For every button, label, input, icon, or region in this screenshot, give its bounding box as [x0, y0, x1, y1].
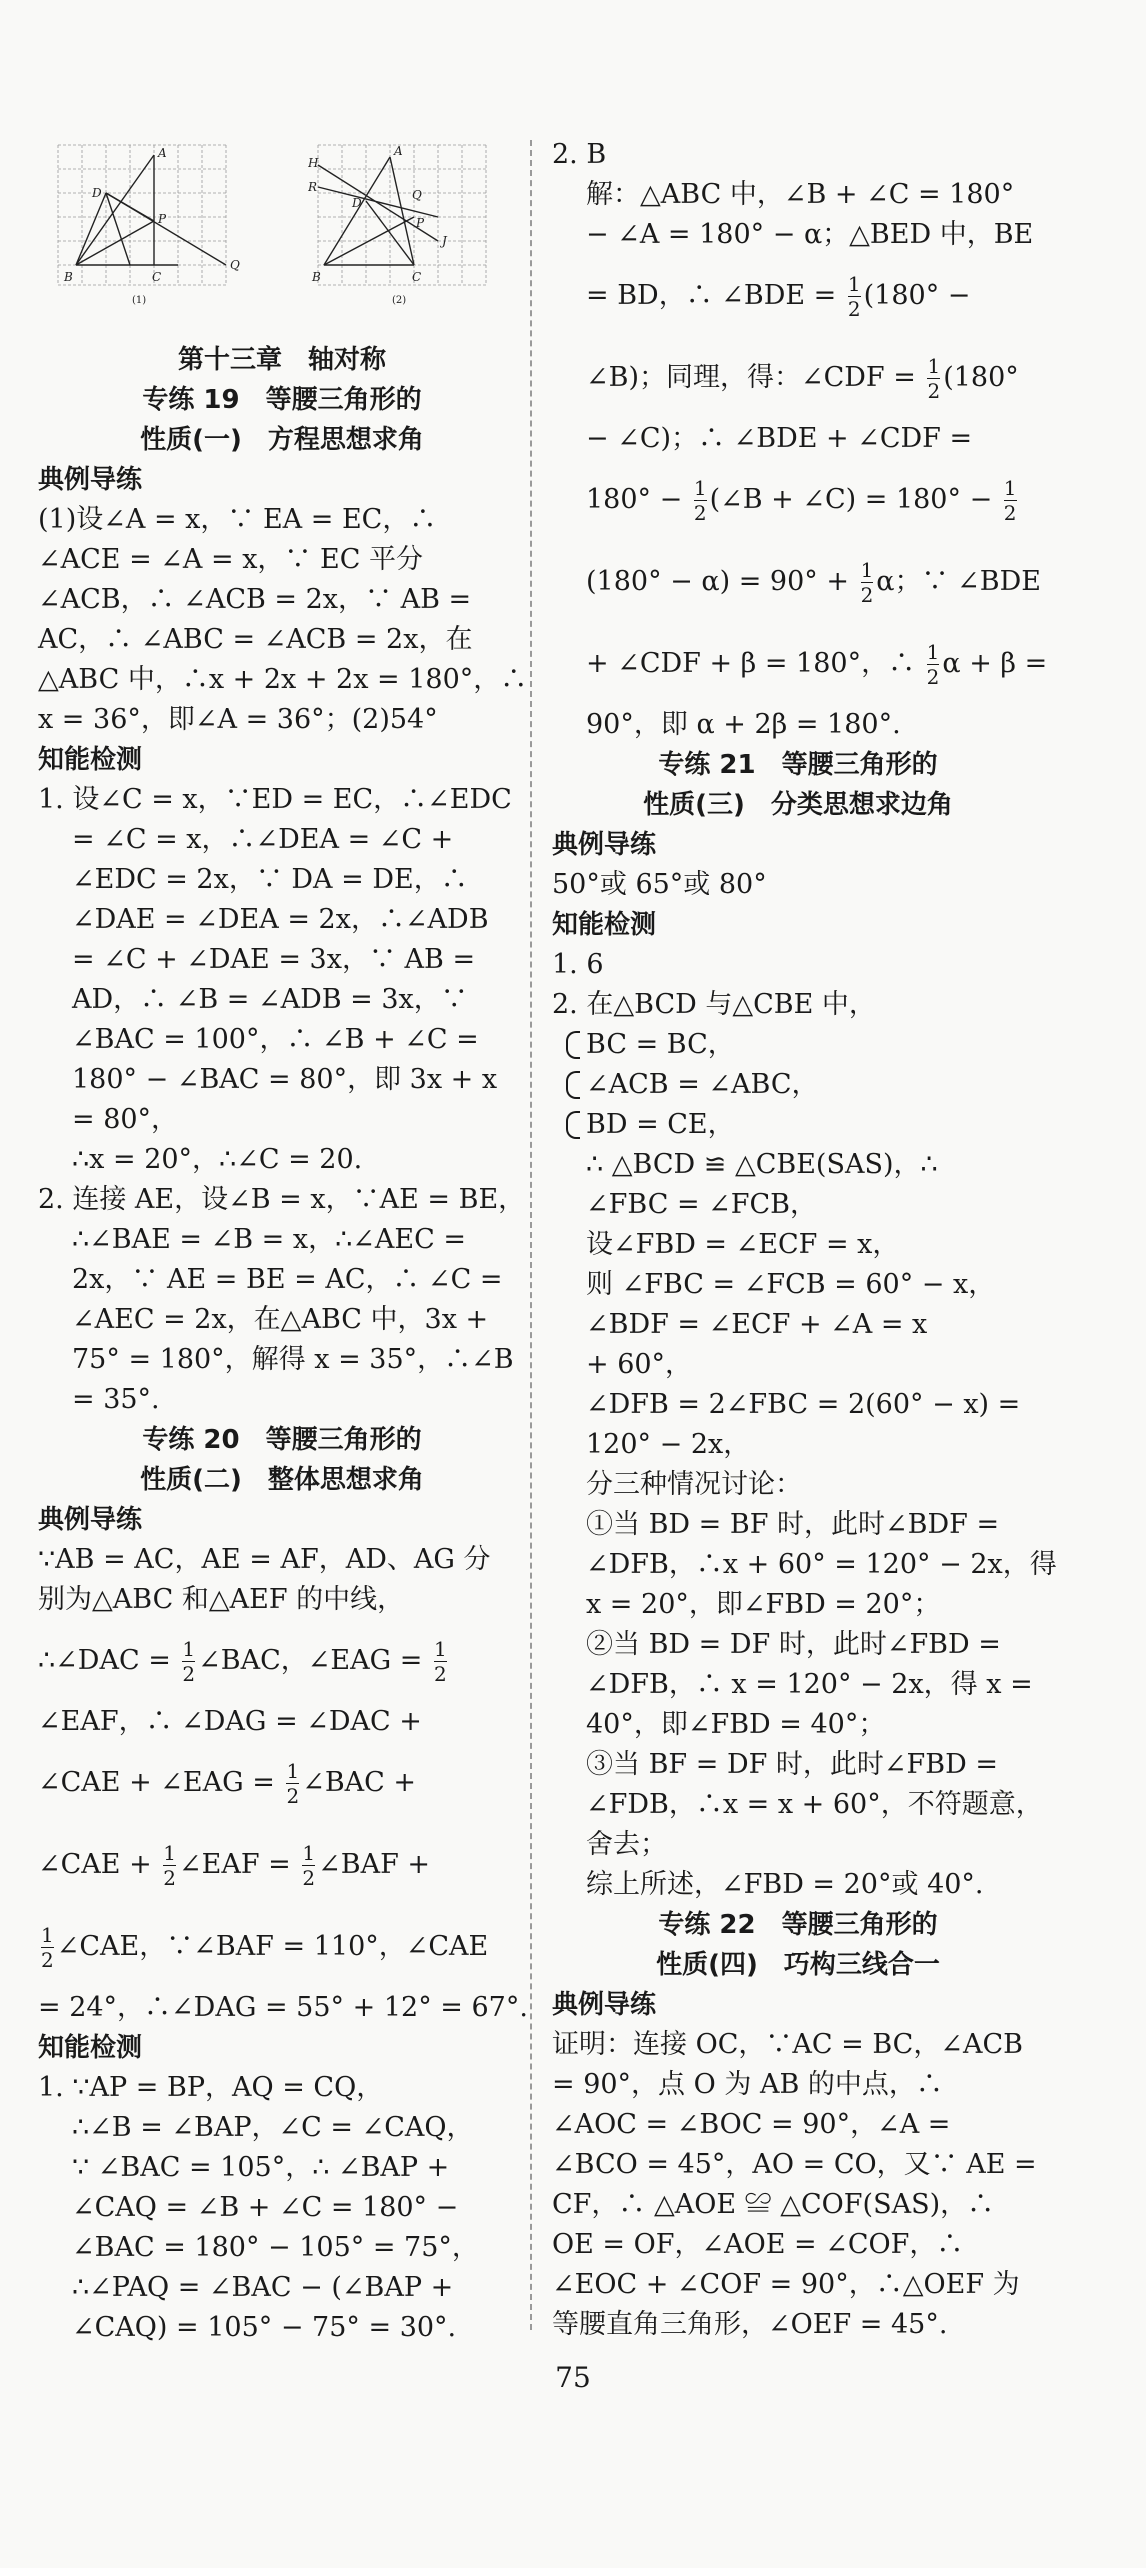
right-line: ∠BCO = 45°，AO = CO，又∵ AE =	[552, 2149, 1037, 2180]
left-line: ∴∠B = ∠BAP，∠C = ∠CAQ，	[72, 2112, 474, 2143]
right-line: 设∠FBD = ∠ECF = x，	[586, 1229, 900, 1260]
left-line: ∠BAC = 100°，∴ ∠B + ∠C =	[72, 1024, 479, 1055]
right-line: 等腰直角三角形，∠OEF = 45°.	[552, 2309, 948, 2340]
left-line: 性质(一) 方程思想求角	[140, 425, 424, 455]
left-line: 知能检测	[38, 2033, 143, 2063]
fig2-label-j: J	[442, 234, 447, 248]
left-line: 典例导练	[38, 1505, 143, 1535]
column-divider	[530, 140, 532, 2330]
right-line: 2. 在△BCD 与△CBE 中，	[552, 989, 876, 1020]
left-line: ∠DAE = ∠DEA = 2x，∴∠ADB	[72, 904, 489, 935]
right-line: 证明：连接 OC，∵AC = BC，∠ACB	[552, 2029, 1023, 2060]
left-line: = 80°，	[72, 1104, 179, 1135]
fig1-label-a: A	[158, 146, 167, 160]
left-line: 2. 连接 AE，设∠B = x，∵AE = BE，	[38, 1184, 526, 1215]
right-line: ∠EOC + ∠COF = 90°，∴△OEF 为	[552, 2269, 1020, 2300]
right-line: OE = OF，∠AOE = ∠COF，∴	[552, 2229, 964, 2260]
fraction: $\frac{1}{2}$	[163, 1841, 177, 1890]
fraction: $\frac{1}{2}$	[927, 354, 941, 403]
fig2-label-r: R	[308, 180, 318, 194]
left-line: = 35°.	[72, 1384, 160, 1415]
right-line: 则 ∠FBC = ∠FCB = 60° − x，	[586, 1269, 996, 1300]
fig1-label-b: B	[64, 270, 73, 284]
left-line: △ABC 中，∴x + 2x + 2x = 180°，∴	[38, 664, 528, 695]
fig2-label-p: P	[416, 216, 425, 230]
right-line: ∠DFB，∴ x = 120° − 2x，得 x =	[586, 1669, 1033, 1700]
fraction: $\frac{1}{2}$	[302, 1841, 316, 1890]
left-line: 知能检测	[38, 745, 143, 775]
right-line: 知能检测	[552, 910, 657, 940]
right-line: ∠DFB = 2∠FBC = 2(60° − x) =	[586, 1389, 1021, 1420]
left-line: ∠ACB，∴ ∠ACB = 2x，∵ AB =	[38, 584, 472, 615]
fraction: $\frac{1}{2}$	[41, 1923, 54, 1972]
right-line: 90°，即 α + 2β = 180°.	[586, 709, 901, 740]
right-line: BC = BC，	[552, 1025, 1044, 1065]
left-line: 180° − ∠BAC = 80°，即 3x + x	[72, 1064, 498, 1095]
fig2-label-a: A	[394, 144, 403, 158]
fig2-label-d: D	[352, 196, 362, 210]
figures	[38, 135, 526, 340]
right-line: − ∠A = 180° − α；△BED 中，BE	[586, 219, 1034, 250]
right-line: = 90°，点 O 为 AB 的中点，∴	[552, 2069, 943, 2100]
left-line: ∴∠DAC = $\frac{1}{2}$ ∠BAC，∠EAG = $\frac{1}{2}$	[38, 1637, 447, 1686]
left-line: ∵ ∠BAC = 105°，∴ ∠BAP +	[72, 2152, 450, 2183]
left-line: 第十三章 轴对称	[177, 345, 386, 375]
right-line: 180° − $\frac{1}{2}$ (∠B + ∠C) = 180° − $\frac{1}{2}$	[586, 476, 1017, 525]
fig1-label-d: D	[92, 186, 102, 200]
right-line: x = 20°，即∠FBD = 20°；	[586, 1589, 941, 1620]
right-line: 典例导练	[552, 830, 657, 860]
right-line: = BD，∴ ∠BDE = $\frac{1}{2}$ (180° −	[586, 272, 971, 321]
fraction: $\frac{1}{2}$	[860, 558, 874, 607]
left-line: x = 36°，即∠A = 36°；(2)54°	[38, 704, 438, 735]
left-line: 75° = 180°，解得 x = 35°，∴∠B	[72, 1344, 514, 1375]
right-line: ①当 BD = BF 时，此时∠BDF =	[586, 1509, 1000, 1540]
fig1-label-c: C	[152, 270, 162, 284]
right-line: + ∠CDF + β = 180°，∴ $\frac{1}{2}$ α + β =	[586, 640, 1048, 689]
left-line: ∠CAQ = ∠B + ∠C = 180° −	[72, 2192, 459, 2223]
right-line: 专练 21 等腰三角形的	[658, 750, 938, 780]
right-text	[552, 135, 1057, 2345]
fig2-label-h: H	[308, 156, 319, 170]
right-line: ∠B)；同理，得：∠CDF = $\frac{1}{2}$ (180°	[586, 354, 1019, 403]
right-line: 性质(四) 巧构三线合一	[656, 1950, 940, 1980]
right-line: ③当 BF = DF 时，此时∠FBD =	[586, 1749, 998, 1780]
fraction: $\frac{1}{2}$	[286, 1759, 300, 1808]
fraction: $\frac{1}{2}$	[847, 272, 861, 321]
right-line: ∴ △BCD ≌ △CBE(SAS)，∴	[586, 1149, 938, 1180]
left-line: ∠EDC = 2x，∵ DA = DE，∴	[72, 864, 468, 895]
left-line: 2x，∵ AE = BE = AC，∴ ∠C =	[72, 1264, 503, 1295]
right-line: BD = CE，	[552, 1105, 1044, 1145]
right-line: 性质(三) 分类思想求边角	[643, 790, 953, 820]
right-line: + 60°，	[586, 1349, 693, 1380]
right-line: ∠AOC = ∠BOC = 90°，∠A =	[552, 2109, 951, 2140]
right-line: CF，∴ △AOE ≌ △COF(SAS)，∴	[552, 2189, 995, 2220]
right-line: 专练 22 等腰三角形的	[658, 1910, 938, 1940]
fraction: $\frac{1}{2}$	[1003, 476, 1017, 525]
left-line: ∠ACE = ∠A = x，∵ EC 平分	[38, 544, 423, 575]
figure-2	[308, 135, 508, 330]
fig1-label-q: Q	[230, 258, 240, 272]
fig1-caption: (1)	[132, 295, 147, 306]
fig2-label-q: Q	[412, 188, 422, 202]
figure-1	[48, 135, 248, 330]
left-line: (1)设∠A = x，∵ EA = EC，∴	[38, 504, 437, 535]
left-line: ∠BAC = 180° − 105° = 75°，	[72, 2232, 479, 2263]
left-line: ∴∠PAQ = ∠BAC − (∠BAP +	[72, 2272, 454, 2303]
fig2-caption: (2)	[392, 295, 407, 306]
right-line: ②当 BD = DF 时，此时∠FBD =	[586, 1629, 1001, 1660]
left-line: ∴∠BAE = ∠B = x，∴∠AEC =	[72, 1224, 466, 1255]
left-line: 典例导练	[38, 465, 143, 495]
right-line: − ∠C)；∴ ∠BDE + ∠CDF =	[586, 423, 973, 454]
fig2-label-b: B	[312, 270, 321, 284]
right-line: 2. B	[552, 139, 607, 170]
right-line: ∠FBC = ∠FCB，	[586, 1189, 818, 1220]
fig2-label-c: C	[412, 270, 422, 284]
fraction: $\frac{1}{2}$	[182, 1637, 196, 1686]
right-line: 舍去；	[586, 1829, 667, 1860]
fig1-label-p: P	[158, 212, 167, 226]
right-line: 典例导练	[552, 1990, 657, 2020]
left-line: ∠CAE + ∠EAG = $\frac{1}{2}$ ∠BAC +	[38, 1759, 417, 1808]
left-line: ∠CAQ) = 105° − 75° = 30°.	[72, 2312, 457, 2343]
left-line: AD，∴ ∠B = ∠ADB = 3x，∵	[72, 984, 468, 1015]
right-line: ∠BDF = ∠ECF + ∠A = x	[586, 1309, 928, 1340]
left-line: 性质(二) 整体思想求角	[140, 1465, 424, 1495]
left-line: = ∠C + ∠DAE = 3x，∵ AB =	[72, 944, 476, 975]
left-line: 1. ∵AP = BP，AQ = CQ，	[38, 2072, 384, 2103]
left-line: ∠AEC = 2x，在△ABC 中，3x +	[72, 1304, 489, 1335]
left-line: 专练 20 等腰三角形的	[142, 1425, 422, 1455]
right-line: ∠ACB = ∠ABC，	[552, 1065, 1044, 1105]
left-line: ∠EAF，∴ ∠DAG = ∠DAC +	[38, 1706, 422, 1737]
left-line: ∠CAE + $\frac{1}{2}$ ∠EAF = $\frac{1}{2}$ ∠BAF +	[38, 1841, 431, 1890]
right-line: 1. 6	[552, 949, 604, 980]
left-text	[38, 340, 526, 2348]
right-line: 分三种情况讨论：	[586, 1469, 802, 1500]
fraction: $\frac{1}{2}$	[433, 1637, 447, 1686]
left-line: 别为△ABC 和△AEF 的中线，	[38, 1584, 405, 1615]
left-line: ∵AB = AC，AE = AF，AD、AG 分	[38, 1544, 491, 1575]
left-line: 1. 设∠C = x，∵ED = EC，∴∠EDC	[38, 784, 512, 815]
right-line: 50°或 65°或 80°	[552, 869, 767, 900]
right-line: 解：△ABC 中，∠B + ∠C = 180°	[586, 179, 1015, 210]
left-line: = ∠C = x，∴∠DEA = ∠C +	[72, 824, 454, 855]
right-line: 综上所述，∠FBD = 20°或 40°.	[586, 1869, 984, 1900]
left-line: = 24°，∴∠DAG = 55° + 12° = 67°.	[38, 1992, 528, 2023]
right-line: (180° − α) = 90° + $\frac{1}{2}$ α；∵ ∠BDE	[586, 558, 1041, 607]
left-line: ∴x = 20°，∴∠C = 20.	[72, 1144, 363, 1175]
left-column	[38, 135, 526, 2348]
page-number: 75	[555, 2361, 591, 2394]
left-line: 专练 19 等腰三角形的	[142, 385, 422, 415]
fraction: $\frac{1}{2}$	[926, 640, 940, 689]
left-line: $\frac{1}{2}$ ∠CAE，∵∠BAF = 110°，∠CAE	[41, 1923, 489, 1972]
right-line: 120° − 2x，	[586, 1429, 751, 1460]
fraction: $\frac{1}{2}$	[693, 476, 707, 525]
right-line: ∠FDB，∴x = x + 60°，不符题意，	[586, 1789, 1043, 1820]
right-line: ∠DFB，∴x + 60° = 120° − 2x，得	[586, 1549, 1057, 1580]
right-column	[552, 135, 1057, 2345]
right-line: 40°，即∠FBD = 40°；	[586, 1709, 886, 1740]
left-line: AC，∴ ∠ABC = ∠ACB = 2x，在	[38, 624, 473, 655]
